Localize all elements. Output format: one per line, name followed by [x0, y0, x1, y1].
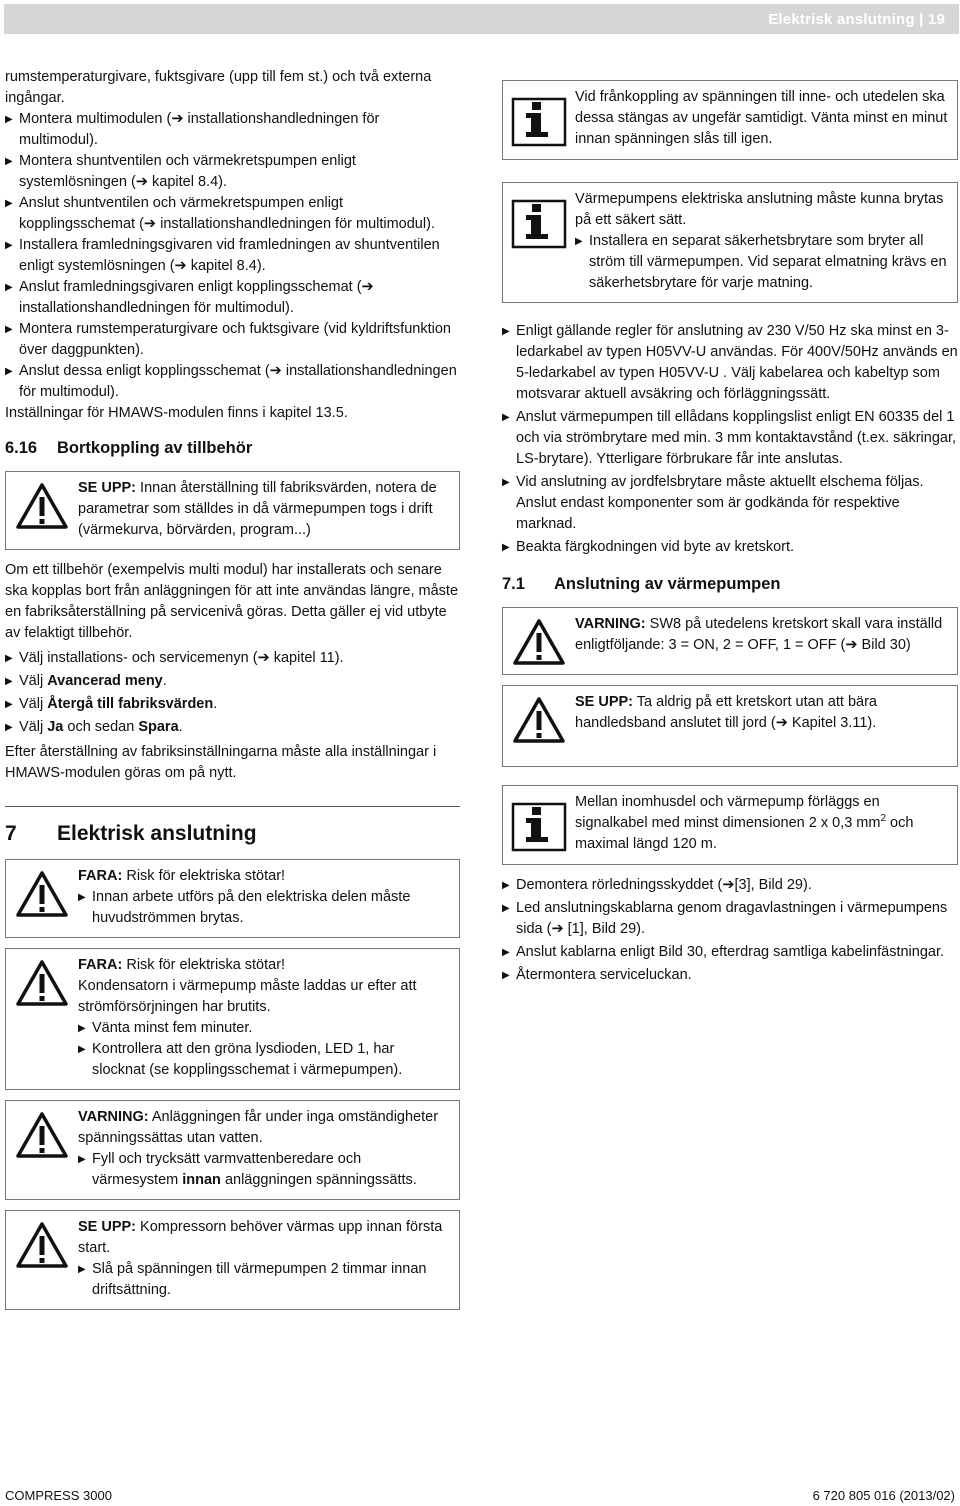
list-item: ▶ Montera rumstemperaturgivare och fuktsgivare (vid kyldriftsfunktion över daggpunkten). — [5, 319, 460, 361]
list-item: ▶ Montera shuntventilen och värmekretspumpen enligt systemlösningen (➔ kapitel 8.4). — [5, 151, 460, 193]
warning-triangle-icon — [15, 959, 69, 1007]
caution-box: SE UPP: Innan återställning till fabriksvärden, notera de parametrar som ställdes in då värmepumpen togs i drift (värmekurva, börvärden, program...) — [5, 471, 460, 550]
bullet-triangle-icon: ▶ — [5, 240, 13, 251]
bullet-triangle-icon: ▶ — [5, 114, 13, 125]
warning-triangle-icon — [15, 482, 69, 530]
bullet-triangle-icon: ▶ — [502, 947, 510, 958]
list-item: ▶ Demontera rörledningsskyddet (➔[3], Bild 29). — [502, 875, 958, 896]
info-box: Mellan inomhusdel och värmepump förläggs en signalkabel med minst dimensionen 2 x 0,3 $mm^2$ och maximal längd 120 m. — [502, 785, 958, 865]
warning-triangle-icon — [15, 870, 69, 918]
right-column — [502, 80, 958, 986]
info-box: Värmepumpens elektriska anslutning måste kunna brytas på ett säkert sätt. ▶ Installera en separat säkerhetsbrytare som bryter all ström till värmepumpen. Vid separat elmatning krävs en säkerhetsbrytare för varje matning. — [502, 182, 958, 303]
danger-label: FARA: — [78, 957, 123, 973]
warning-triangle-icon — [15, 1111, 69, 1159]
warning-box: VARNING: SW8 på utedelens kretskort skall vara inställd enligtföljande: 3 = ON, 2 = OFF, 1 = OFF (➔ Bild 30) — [502, 607, 958, 675]
bullet-triangle-icon: ▶ — [78, 892, 86, 903]
list-item: ▶ Återmontera serviceluckan. — [502, 965, 958, 986]
header-page-number: 19 — [927, 11, 945, 28]
warning-triangle-icon — [15, 1221, 69, 1269]
bullet-triangle-icon: ▶ — [5, 676, 13, 687]
footer-product: COMPRESS 3000 — [5, 1488, 112, 1503]
caution-label: SE UPP: — [575, 694, 634, 710]
danger-box: FARA: Risk för elektriska stötar! ▶ Innan arbete utförs på den elektriska delen måste huvudströmmen brytas. — [5, 859, 460, 938]
bullet-triangle-icon: ▶ — [5, 653, 13, 664]
bullet-triangle-icon: ▶ — [502, 880, 510, 891]
list-item: ▶ Anslut värmepumpen till ellådans kopplingslist enligt EN 60335 del 1 och via strömbrytare med min. 3 mm kontaktavstånd (t.ex. säkringar, LS-brytare). Ytterligare förbrukare får inte anslutas. — [502, 407, 958, 470]
bullet-triangle-icon: ▶ — [78, 1154, 86, 1165]
bullet-triangle-icon: ▶ — [502, 412, 510, 423]
list-item: ▶ Led anslutningskablarna genom dragavlastningen i värmepumpens sida (➔ [1], Bild 29). — [502, 898, 958, 940]
header-section: Elektrisk anslutning — [768, 11, 915, 28]
list-item: ▶ Anslut shuntventilen och värmekretspumpen enligt kopplingsschemat (➔ installationshandledningen för multimodul). — [5, 193, 460, 235]
list-item: ▶ Enligt gällande regler för anslutning av 230 V/50 Hz ska minst en 3-ledarkabel av typen H05VV-U användas. För 400V/50Hz används en 5-ledarkabel av typen H05VV-U . Välj kabelarea och kabeltyp som motsvarar aktuell avsäkring och förläggningssätt. — [502, 321, 958, 405]
caution-box: SE UPP: Ta aldrig på ett kretskort utan att bära handledsband anslutet till jord (➔ Kapitel 3.11). — [502, 685, 958, 767]
info-icon — [511, 91, 567, 151]
bullet-triangle-icon: ▶ — [78, 1264, 86, 1275]
list-item: ▶ Välj Avancerad meny. — [5, 671, 460, 692]
intro-text: rumstemperaturgivare, fuktsgivare (upp till fem st.) och två externa ingångar. — [5, 69, 432, 106]
caution-box: SE UPP: Kompressorn behöver värmas upp innan första start. ▶ Slå på spänningen till värmepumpen 2 timmar innan driftsättning. — [5, 1210, 460, 1310]
bullet-triangle-icon: ▶ — [502, 477, 510, 488]
settings-note: Inställningar för HMAWS-modulen finns i kapitel 13.5. — [5, 405, 348, 421]
header-title: Elektrisk anslutning | 19 — [768, 11, 945, 28]
danger-label: FARA: — [78, 868, 123, 884]
list-item: ▶ Anslut kablarna enligt Bild 30, efterdrag samtliga kabelinfästningar. — [502, 942, 958, 963]
section-heading-7-1: 7.1 Anslutning av värmepumpen — [502, 575, 781, 593]
left-column — [5, 67, 460, 1320]
list-item: ▶ Välj Återgå till fabriksvärden. — [5, 694, 460, 715]
bullet-triangle-icon: ▶ — [502, 970, 510, 981]
warning-triangle-icon — [512, 618, 566, 666]
bullet-triangle-icon: ▶ — [502, 903, 510, 914]
bullet-triangle-icon: ▶ — [502, 542, 510, 553]
info-text: Vid frånkoppling av spänningen till inne- och utedelen ska dessa stängas av ungefär samtidigt. Vänta minst en minut innan spänningen slås till igen. — [575, 89, 948, 147]
bullet-triangle-icon: ▶ — [78, 1023, 86, 1034]
list-item: ▶ Installera framledningsgivaren vid framledningen av shuntventilen enligt systemlösningen (➔ kapitel 8.4). — [5, 235, 460, 277]
caution-label: SE UPP: — [78, 480, 137, 496]
warning-label: VARNING: — [575, 616, 646, 632]
warning-box: VARNING: Anläggningen får under inga omständigheter spänningssättas utan vatten. ▶ Fyll och trycksätt varmvattenberedare och värmesystem innan anläggningen spänningssätts. — [5, 1100, 460, 1200]
bullet-triangle-icon: ▶ — [575, 236, 583, 247]
bullet-triangle-icon: ▶ — [78, 1044, 86, 1055]
list-item: ▶ Anslut dessa enligt kopplingsschemat (➔ installationshandledningen för multimodul). — [5, 361, 460, 403]
bullet-triangle-icon: ▶ — [502, 326, 510, 337]
page-header — [4, 4, 959, 34]
footer-document-number: 6 720 805 016 (2013/02) — [812, 1488, 955, 1503]
warning-triangle-icon — [512, 696, 566, 744]
list-item: ▶ Anslut framledningsgivaren enligt kopplingsschemat (➔ installationshandledningen för multimodul). — [5, 277, 460, 319]
section-heading-6-16: 6.16 Bortkoppling av tillbehör — [5, 439, 253, 457]
info-box — [502, 80, 958, 160]
bullet-triangle-icon: ▶ — [5, 282, 13, 293]
list-item: ▶ Vid anslutning av jordfelsbrytare måste aktuellt elschema följas. Anslut endast komponenter som är godkända för respektive marknad. — [502, 472, 958, 535]
after-reset-note: Efter återställning av fabriksinställningarna måste alla inställningar i HMAWS-modulen göras om på nytt. — [5, 744, 437, 781]
bullet-triangle-icon: ▶ — [5, 366, 13, 377]
warning-label: VARNING: — [78, 1109, 149, 1125]
list-item: ▶ Välj installations- och servicemenyn (➔ kapitel 11). — [5, 648, 460, 669]
bullet-triangle-icon: ▶ — [5, 699, 13, 710]
list-item: ▶ Montera multimodulen (➔ installationshandledningen för multimodul). — [5, 109, 460, 151]
bullet-triangle-icon: ▶ — [5, 198, 13, 209]
list-item: ▶ Välj Ja och sedan Spara. — [5, 717, 460, 738]
info-icon — [511, 796, 567, 856]
bullet-triangle-icon: ▶ — [5, 722, 13, 733]
list-item: ▶ Beakta färgkodningen vid byte av kretskort. — [502, 537, 958, 558]
caution-label: SE UPP: — [78, 1219, 137, 1235]
paragraph-6-16: Om ett tillbehör (exempelvis multi modul) har installerats och senare ska kopplas bort från anläggningen för att inte användas längre, måste en fabriksåterställning på servicenivå göras. Detta gäller ej vid utbyte av felaktigt tillbehör. — [5, 562, 459, 641]
bullet-triangle-icon: ▶ — [5, 324, 13, 335]
danger-box: FARA: Risk för elektriska stötar! Kondensatorn i värmepump måste laddas ur efter att strömförsörjningen har brutits. ▶ Vänta minst fem minuter. ▶ Kontrollera att den gröna lysdioden, LED 1, har slocknat (se kopplingsschemat i värmepumpen). — [5, 948, 460, 1090]
bullet-triangle-icon: ▶ — [5, 156, 13, 167]
chapter-heading-7: 7 Elektrisk anslutning — [5, 822, 257, 845]
info-icon — [511, 193, 567, 253]
